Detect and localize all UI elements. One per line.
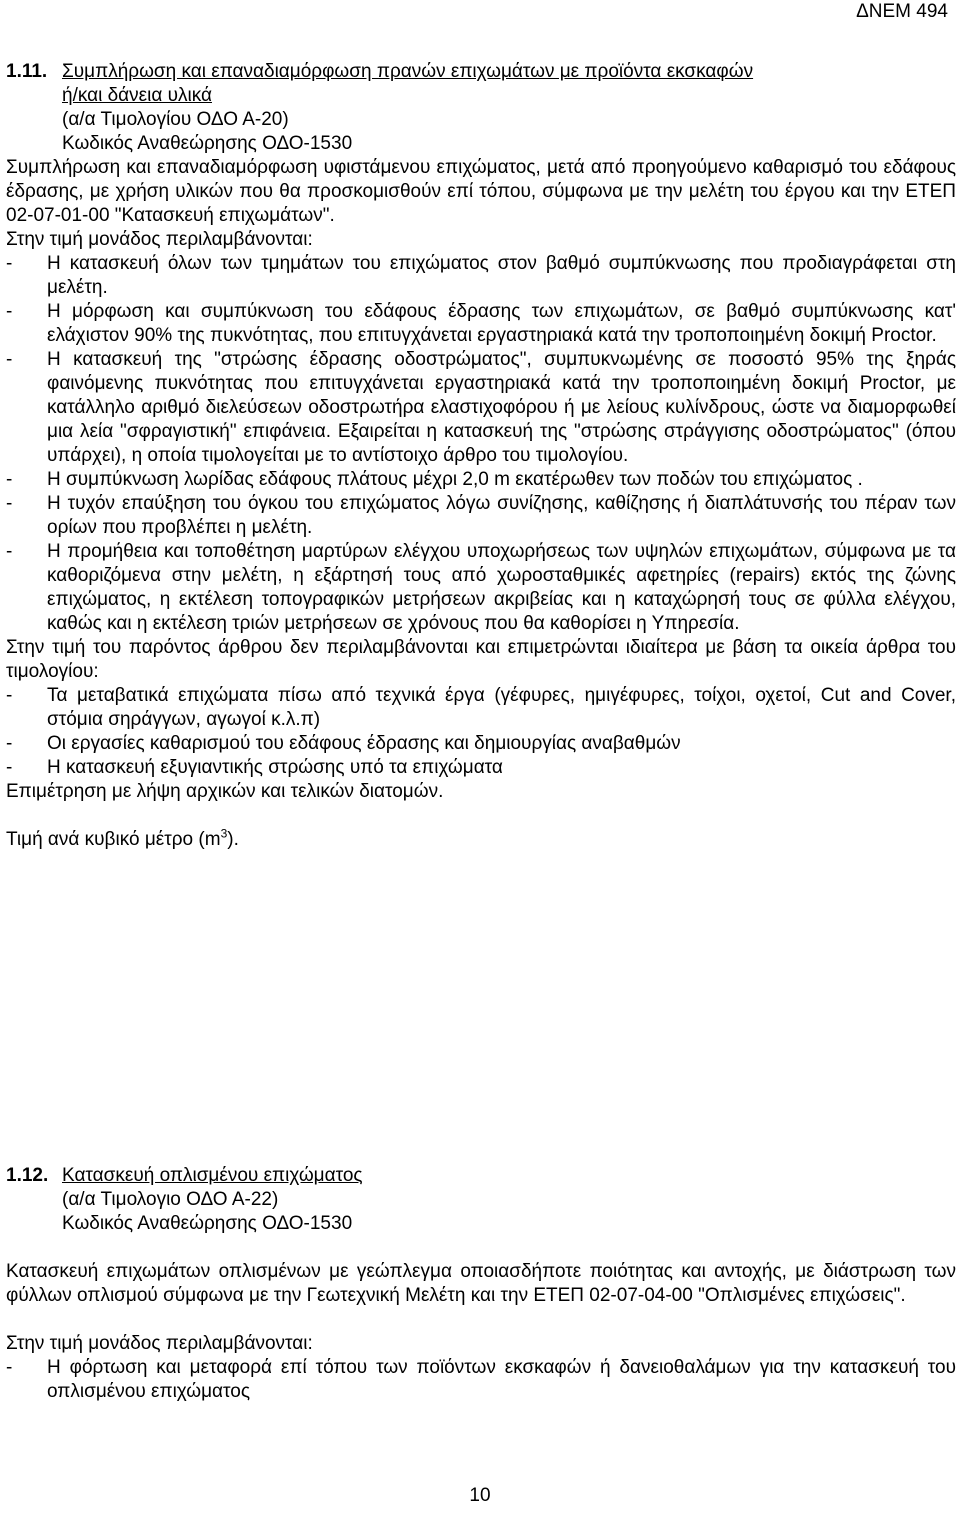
list-item: - Η φόρτωση και μεταφορά επί τόπου των ποϊόντων εκσκαφών ή δανειοθαλάμων για την κατασκευή του οπλισμένου επιχώματος	[6, 1357, 956, 1402]
section-title-line2: ή/και δάνεια υλικά	[62, 85, 212, 106]
measurement-note: Επιμέτρηση με λήψη αρχικών και τελικών διατομών.	[6, 781, 444, 802]
section-1-11-title	[6, 60, 956, 84]
revision-code: Κωδικός Αναθεώρησης ΟΔΟ-1530	[62, 133, 353, 154]
section-description: Συμπλήρωση και επαναδιαμόρφωση υφιστάμενου επιχώματος, μετά από προηγούμενο καθαρισμό του εδάφους έδρασης, με χρήση υλικών που θα προσκομισθούν επί τόπου, σύμφωνα με την μελέτη του έργου και την ΕΤΕΠ 02-07-01-00 "Κατασκευή επιχωμάτων".	[6, 157, 956, 226]
list-item: - Η μόρφωση και συμπύκνωση του εδάφους έδρασης των επιχωμάτων, σε βαθμό συμπύκνωσης κατ' ελάχιστον 90% της πυκνότητας, που επιτυγχάνεται εργαστηριακά κατά την τροποποιημένη δοκιμή Proctor.	[6, 301, 956, 346]
excludes-heading: Στην τιμή του παρόντος άρθρου δεν περιλαμβάνονται και επιμετρώνται ιδιαίτερα με βάση τα οικεία άρθρα του τιμολογίου:	[6, 637, 956, 682]
section-1-12-title	[6, 1164, 956, 1188]
section-title: Κατασκευή οπλισμένου επιχώματος	[62, 1165, 363, 1186]
list-item: - Η κατασκευή εξυγιαντικής στρώσης υπό τα επιχώματα	[6, 757, 503, 778]
includes-heading: Στην τιμή μονάδος περιλαμβάνονται:	[6, 229, 313, 250]
section-1-11	[6, 60, 956, 852]
document-code: ΔΝΕΜ 494	[856, 1, 948, 22]
section-number: 1.11.	[6, 61, 48, 82]
list-item: - Η τυχόν επαύξηση του όγκου του επιχώματος λόγω συνίζησης, καθίζησης ή διαπλάτυνσής του πέραν των ορίων που προβλέπει η μελέτη.	[6, 493, 956, 538]
section-title-line1: Συμπλήρωση και επαναδιαμόρφωση πρανών επιχωμάτων με προϊόντα εκσκαφών	[62, 61, 754, 82]
list-item: - Η κατασκευή όλων των τμημάτων του επιχώματος στον βαθμό συμπύκνωσης που προδιαγράφεται στη μελέτη.	[6, 253, 956, 298]
revision-code: Κωδικός Αναθεώρησης ΟΔΟ-1530	[62, 1213, 353, 1234]
page-number: 10	[469, 1485, 491, 1506]
price-reference: (α/α Τιμολογίου ΟΔΟ Α-20)	[62, 109, 289, 130]
list-item: - Η συμπύκνωση λωρίδας εδάφους πλάτους μέχρι 2,0 m εκατέρωθεν των ποδών του επιχώματος .	[6, 469, 863, 490]
list-item: - Τα μεταβατικά επιχώματα πίσω από τεχνικά έργα (γέφυρες, ημιγέφυρες, τοίχοι, οχετοί, Cut and Cover, στόμια σηράγγων, αγωγοί κ.λ.π)	[6, 685, 956, 730]
section-number: 1.12.	[6, 1165, 49, 1186]
list-item: - Η κατασκευή της "στρώσης έδρασης οδοστρώματος", συμπυκνωμένης σε ποσοστό 95% της ξηράς φαινόμενης πυκνότητας που επιτυγχάνεται εργαστηριακά κατά την τροποποιημένη δοκιμή Proctor, με κατάλληλο αριθμό διελεύσεων οδοστρωτήρα ελαστιχοφόρου ή με λείους κυλίνδρους, ώστε να διαμορφωθεί μια λεία "σφραγιστική" επιφάνεια. Εξαιρείται η κατασκευή της "στρώσης στράγγισης οδοστρώματος" (όπου υπάρχει), η οποία τιμολογείται με το αντίστοιχο άρθρο του τιμολογίου.	[6, 349, 956, 466]
list-item: - Οι εργασίες καθαρισμού του εδάφους έδρασης και δημιουργίας αναβαθμών	[6, 733, 681, 754]
section-1-12	[6, 1164, 956, 1404]
includes-heading: Στην τιμή μονάδος περιλαμβάνονται:	[6, 1333, 313, 1354]
section-description: Κατασκευή επιχωμάτων οπλισμένων με γεώπλεγμα οποιασδήποτε ποιότητας και αντοχής, με διάστρωση των φύλλων οπλισμού σύμφωνα με την Γεωτεχνική Μελέτη και την ΕΤΕΠ 02-07-04-00 "Οπλισμένες επιχώσεις".	[6, 1261, 956, 1306]
unit-price: Τιμή ανά κυβικό μέτρο $(m^3)$.	[6, 826, 239, 850]
list-item: - Η προμήθεια και τοποθέτηση μαρτύρων ελέγχου υποχωρήσεως των υψηλών επιχωμάτων, σύμφωνα με τα καθοριζόμενα στην μελέτη, η εξάρτησή τους από χωροσταθμικές αφετηρίες (repairs) εκτός της ζώνης επιχώματος, η εκτέλεση τοπογραφικών μετρήσεων ακριβείας και η καταχώρησή τους σε φύλλα ελέγχου, καθώς και η εκτέλεση τριών μετρήσεων σε χρόνους που θα καθορίσει η Υπηρεσία.	[6, 541, 956, 634]
price-reference: (α/α Τιμολογιο ΟΔΟ Α-22)	[62, 1189, 279, 1210]
